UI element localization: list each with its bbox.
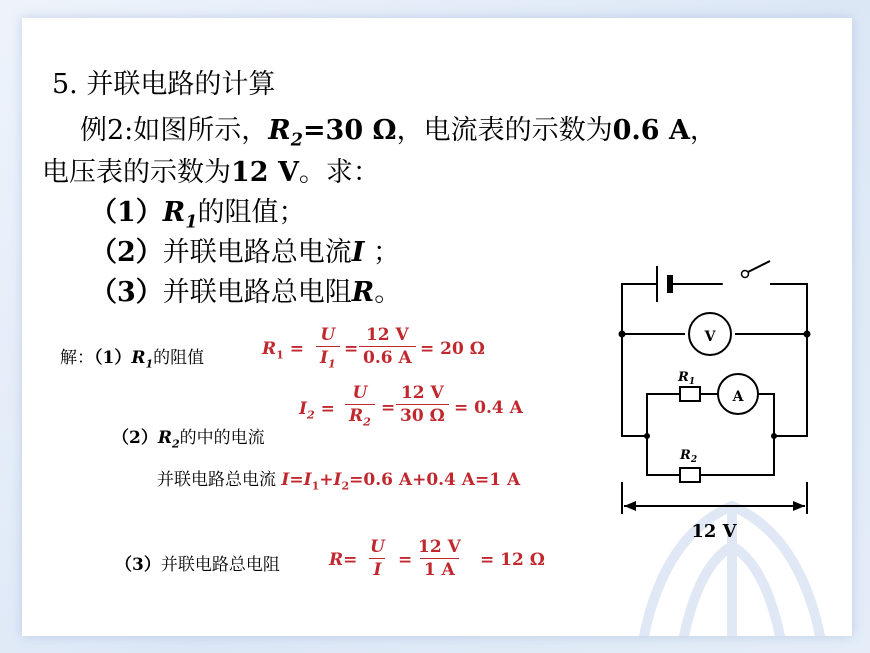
r2-symbol: $R_2$ — [268, 115, 303, 151]
question-3-num: （3） — [90, 277, 163, 308]
arrow-left-icon — [624, 501, 636, 511]
step-2-eq: = — [381, 398, 396, 418]
question-1-symbol: $R_1$ — [162, 197, 198, 233]
question-1-num: （1） — [90, 197, 163, 228]
resistor-r1 — [680, 387, 700, 401]
step-3-num: （3） — [115, 555, 161, 575]
circuit-diagram — [602, 256, 832, 546]
node-dot — [644, 433, 650, 439]
example-line2b: 。求： — [298, 157, 380, 188]
solution-step-1-label — [60, 343, 204, 370]
step-3-fraction-values: $\frac{12 V}{1 A}$ — [418, 537, 461, 580]
question-2-num: （2） — [90, 237, 163, 268]
question-3-symbol: R — [351, 277, 375, 308]
step-1-fraction-u-over-i: $\frac{U}{I_1}$ — [316, 324, 340, 375]
example-line-1 — [80, 108, 717, 150]
question-3 — [90, 270, 401, 309]
svg-text:A: A — [732, 389, 744, 405]
arrow-right-icon — [793, 501, 805, 511]
step-1-fraction-values: $\frac{12 V}{0.6 A}$ — [359, 324, 416, 369]
example-text3: ， — [689, 115, 717, 146]
step-3-text: 并联电路总电阻 — [160, 555, 280, 575]
step-1-num: （1） — [94, 348, 132, 368]
total-current-equation: $I=I_1+I_2=0.6$ A+0.4 A=1 A — [281, 470, 521, 493]
example-text1: 如图所示， — [133, 115, 269, 146]
question-1-text: 的阻值； — [197, 197, 306, 228]
battery-icon — [657, 266, 670, 302]
question-3-text: 并联电路总电阻 — [162, 277, 352, 308]
example-text2: ，电流表的示数为 — [396, 115, 613, 146]
resistor-r2 — [680, 468, 700, 482]
step-2-fraction-u-over-r: $\frac{U}{R_2}$ — [345, 382, 375, 433]
example-line2a: 电压表的示数为 — [42, 157, 231, 188]
source-voltage-label: 12 V — [691, 521, 737, 542]
question-2-text: 并联电路总电流 — [162, 237, 352, 268]
step-1-text: 的阻值 — [153, 348, 205, 368]
step-3-eq: = — [398, 550, 413, 570]
question-1 — [90, 190, 305, 232]
example-label: 例2: — [80, 115, 134, 146]
step-1-lhs: $R_1$ = — [262, 339, 304, 362]
step-2-symbol: $R_2$ — [157, 428, 180, 451]
step-2-lhs: $I_2$ = — [299, 399, 335, 422]
r1-label: $R_1$ — [678, 370, 696, 387]
switch-icon — [721, 271, 749, 286]
question-2-symbol: I — [351, 237, 365, 268]
slide — [22, 18, 852, 636]
ammeter-icon — [718, 374, 758, 414]
total-current-line — [157, 465, 520, 492]
step-2-text: 的中的电流 — [179, 428, 265, 448]
step-3-lhs: R= — [329, 550, 358, 570]
r2-value: =30 Ω — [302, 115, 397, 146]
solution-step-3-label — [115, 550, 280, 575]
example-line-2 — [42, 150, 380, 189]
solution-step-2-label — [112, 423, 265, 450]
question-2 — [90, 230, 400, 269]
question-2-tail: ； — [364, 237, 401, 268]
step-1-result: = 20 Ω — [420, 339, 485, 359]
total-current-text: 并联电路总电流 — [157, 470, 276, 490]
r2-label: $R_2$ — [680, 448, 698, 465]
node-dot — [619, 331, 626, 338]
step-2-fraction-values: $\frac{12 V}{30 \Omega}$ — [396, 382, 449, 427]
node-dot — [804, 331, 811, 338]
voltmeter-icon — [689, 313, 731, 355]
current-value: 0.6 A — [612, 115, 690, 146]
step-3-fraction-u-over-i: $\frac{U}{I}$ — [370, 537, 385, 580]
step-1-eq: = — [344, 339, 359, 359]
question-3-tail: 。 — [374, 277, 402, 308]
step-3-result: = 12 Ω — [480, 550, 545, 570]
svg-text:V: V — [704, 329, 716, 345]
solution-label: 解： — [60, 348, 94, 368]
voltage-value: 12 V — [231, 157, 299, 188]
step-2-result: = 0.4 A — [454, 398, 523, 418]
step-1-symbol: $R_1$ — [131, 348, 154, 371]
page-title: 5. 并联电路的计算 — [52, 69, 276, 100]
step-2-num: （2） — [112, 428, 158, 448]
node-dot — [771, 433, 777, 439]
